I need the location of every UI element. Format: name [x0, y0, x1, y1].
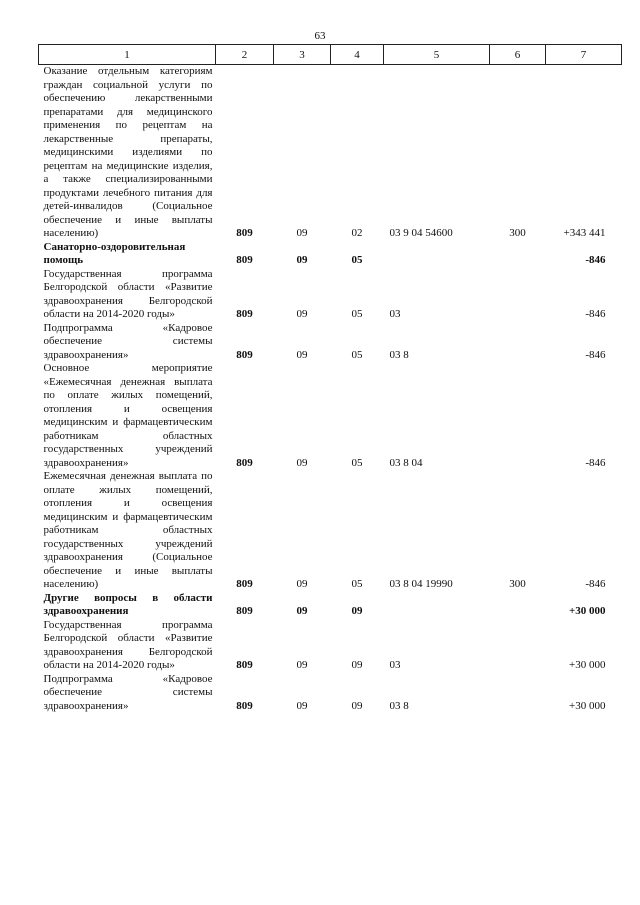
cell-target-code: 03 9 04 54600	[389, 227, 453, 239]
table-row	[39, 65, 622, 241]
table-row	[39, 241, 622, 268]
cell-amount: +30 000	[569, 659, 606, 671]
cell-amount: -846	[585, 456, 606, 469]
cell-subsection: 09	[351, 699, 363, 712]
table-row	[39, 673, 622, 714]
cell-section: 09	[296, 456, 308, 469]
cell-target-code	[384, 592, 490, 619]
cell-amount: -846	[585, 308, 606, 320]
cell-subsection: 05	[351, 578, 363, 590]
cell-target-code	[384, 241, 490, 268]
cell-target-code: 03 8	[389, 348, 409, 361]
header-cell: 2	[216, 45, 274, 65]
table-row	[39, 592, 622, 619]
cell-section: 09	[296, 605, 308, 617]
cell-section: 09	[296, 254, 308, 266]
header-cell: 1	[39, 45, 216, 65]
cell-subsection: 05	[351, 308, 363, 320]
cell-expense-type: 300	[509, 227, 526, 239]
header-cell: 4	[331, 45, 384, 65]
row-name: Санаторно-оздоровительная помощь	[43, 240, 186, 266]
cell-subsection: 09	[351, 605, 363, 617]
cell-expense-type	[490, 362, 546, 470]
cell-amount: +30 000	[569, 699, 606, 712]
row-name: Оказание отдельным категориям граждан социальной услуги по обеспечению лекарственными препаратами для медицинского применения по рецептам на лекарственные препараты, медицинскими изделиями по рецептам на медицинские изделия, а также специализированными продуктами лечебного питания для детей-инвалидов (Социальное обеспечение и иные выплаты населению)	[43, 65, 213, 239]
cell-expense-type: 300	[509, 578, 526, 590]
cell-subsection: 05	[351, 348, 363, 361]
cell-expense-type	[490, 619, 546, 673]
cell-ministry: 809	[236, 659, 253, 671]
cell-ministry: 809	[236, 456, 253, 469]
cell-section: 09	[296, 348, 308, 361]
row-name: Основное мероприятие «Ежемесячная денежная выплата по оплате жилых помещений, отопления и освещения медицинским и фармацевтическим работникам областных государственных учреждений здравоохранения»	[43, 362, 213, 469]
row-name: Подпрограмма «Кадровое обеспечение системы здравоохранения»	[43, 672, 213, 712]
cell-subsection: 05	[351, 456, 363, 469]
header-cell: 6	[490, 45, 546, 65]
cell-amount: -846	[585, 348, 606, 361]
cell-ministry: 809	[236, 308, 253, 320]
cell-subsection: 02	[351, 227, 363, 239]
page-number: 63	[314, 30, 326, 42]
cell-target-code: 03	[389, 659, 401, 671]
cell-ministry: 809	[236, 348, 253, 361]
cell-ministry: 809	[236, 699, 253, 712]
cell-ministry: 809	[236, 254, 253, 266]
cell-section: 09	[296, 308, 308, 320]
row-name: Ежемесячная денежная выплата по оплате жилых помещений, отопления и освещения медицинским и фармацевтическим работникам областных государственных учреждений здравоохранения (Социальное обеспечение и иные выплаты населению)	[43, 470, 213, 590]
cell-ministry: 809	[236, 227, 253, 239]
table-row	[39, 362, 622, 470]
table-row	[39, 322, 622, 363]
row-name: Другие вопросы в области здравоохранения	[43, 591, 213, 617]
cell-amount: -846	[585, 254, 606, 266]
cell-target-code: 03 8	[389, 699, 409, 712]
table-row	[39, 268, 622, 322]
header-cell: 7	[546, 45, 622, 65]
cell-section: 09	[296, 699, 308, 712]
table-row	[39, 470, 622, 592]
header-row	[39, 45, 622, 65]
cell-expense-type	[490, 322, 546, 363]
cell-target-code: 03	[389, 308, 401, 320]
cell-section: 09	[296, 227, 308, 239]
header-cell: 3	[274, 45, 331, 65]
cell-amount: +343 441	[563, 227, 606, 239]
cell-target-code: 03 8 04	[389, 456, 423, 469]
row-name: Государственная программа Белгородской области «Развитие здравоохранения Белгородской области на 2014-2020 годы»	[43, 267, 213, 320]
table-row	[39, 619, 622, 673]
cell-subsection: 09	[351, 659, 363, 671]
row-name: Подпрограмма «Кадровое обеспечение системы здравоохранения»	[43, 321, 213, 361]
row-name: Государственная программа Белгородской области «Развитие здравоохранения Белгородской области на 2014-2020 годы»	[43, 618, 213, 671]
cell-amount: -846	[585, 578, 606, 590]
cell-amount: +30 000	[568, 605, 606, 617]
cell-expense-type	[490, 268, 546, 322]
cell-ministry: 809	[236, 578, 253, 590]
cell-subsection: 05	[351, 254, 363, 266]
cell-expense-type	[490, 241, 546, 268]
cell-expense-type	[490, 673, 546, 714]
cell-section: 09	[296, 659, 308, 671]
cell-expense-type	[490, 592, 546, 619]
header-cell: 5	[384, 45, 490, 65]
budget-table	[38, 44, 622, 713]
cell-target-code: 03 8 04 19990	[389, 578, 453, 590]
cell-section: 09	[296, 578, 308, 590]
cell-ministry: 809	[236, 605, 253, 617]
